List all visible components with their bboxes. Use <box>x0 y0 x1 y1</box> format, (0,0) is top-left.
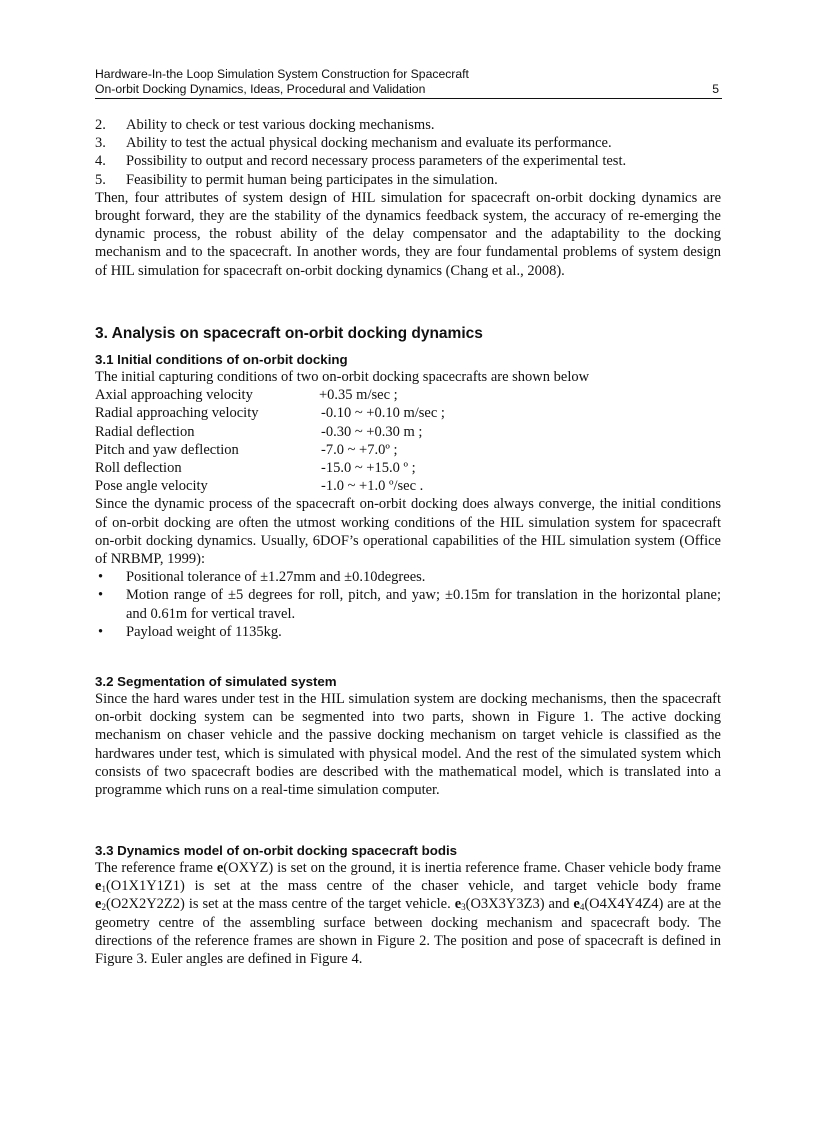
frame-args: (O2X2Y2Z2) <box>105 896 185 913</box>
list-text: Ability to check or test various docking mechanisms. <box>126 117 435 133</box>
section-heading: 3. Analysis on spacecraft on-orbit docking dynamics <box>95 325 483 342</box>
initial-conditions-table <box>95 386 445 495</box>
table-row <box>95 477 445 495</box>
text-run: is set on the ground, it is inertia reference frame. Chaser vehicle body frame <box>273 860 721 876</box>
paragraph-capabilities: Since the dynamic process of the spacecraft on-orbit docking does always converge, the initial conditions of on-orbit docking are often the utmost working conditions of the HIL simulation system for spacecraft on-orbit docking dynamics. Usually, 6DOF’s operational capabilities of the HIL simulation system (Office of NRBMP, 1999): <box>95 496 721 568</box>
list-text: Ability to test the actual physical docking mechanism and evaluate its performance. <box>126 135 612 152</box>
text-run: is set at the mass centre of the target vehicle. <box>184 896 455 913</box>
bullet-icon: • <box>98 569 104 586</box>
list-text: Possibility to output and record necessary process parameters of the experimental test. <box>126 153 627 170</box>
table-row <box>95 423 445 441</box>
paragraph-intro: The initial capturing conditions of two on-orbit docking spacecrafts are shown below <box>95 369 590 385</box>
header-title-line-2: On-orbit Docking Dynamics, Ideas, Procedural and Validation <box>95 81 426 96</box>
subsection-3-2 <box>95 673 721 799</box>
list-text: Motion range of ±5 degrees for roll, pitch, and yaw; ±0.15m for translation in the horizontal plane; and 0.61m for vertical travel. <box>126 587 721 622</box>
condition-value: -0.10 ~ +0.10 m/sec ; <box>321 405 445 422</box>
list-number: 2. <box>95 117 106 133</box>
list-item <box>95 116 721 134</box>
condition-label: Pitch and yaw deflection <box>95 441 239 458</box>
section-3 <box>95 324 721 344</box>
frame-subscript: 2 <box>101 902 106 913</box>
list-item <box>95 586 721 622</box>
frame-args: (OXYZ) <box>223 860 274 876</box>
condition-value: -0.30 ~ +0.30 m ; <box>321 423 423 440</box>
list-item <box>95 623 721 641</box>
paragraph-segmentation: Since the hard wares under test in the HIL simulation system are docking mechanisms, then the spacecraft on-orbit docking system can be segmented into two parts, shown in Figure 1. The active docking mechanism on chaser vehicle and the passive docking mechanism on target vehicle is classified as the hardwares under test, which is simulated with physical model. And the rest of the simulated system which consists of two spacecraft bodies are described with the mathematical model, which is translated into a programme which runs on a real-time simulation computer. <box>95 691 721 799</box>
text-run: The reference frame <box>95 860 217 876</box>
frame-symbol-e2: e <box>95 896 102 913</box>
frame-args: (O4X4Y4Z4) <box>584 896 664 913</box>
list-text: Feasibility to permit human being participates in the simulation. <box>126 171 498 188</box>
condition-value: -1.0 ~ +1.0 º/sec . <box>321 478 424 495</box>
bullet-list <box>95 568 721 641</box>
text-run: are at the geometry centre of the assembling surface between docking mechanism and spacecraft body. The directions of the reference frames are shown in Figure 2. The position and pose of spacecraft is defined in Figure 3. Euler angles are defined in Figure 4. <box>95 896 721 968</box>
condition-label: Roll deflection <box>95 460 182 477</box>
frame-symbol-e1: e <box>95 878 102 895</box>
subsection-heading: 3.2 Segmentation of simulated system <box>95 674 337 689</box>
condition-value: +0.35 m/sec ; <box>319 387 398 404</box>
numbered-list-block <box>95 116 721 280</box>
list-number: 3. <box>95 135 106 152</box>
list-item <box>95 171 721 189</box>
frame-symbol-e3: e <box>454 896 462 913</box>
page-number: 5 <box>712 81 719 96</box>
paragraph-attributes: Then, four attributes of system design of HIL simulation for spacecraft on-orbit docking dynamics are brought forward, they are the stability of the dynamics feedback system, the accuracy of re-emerging the dynamic process, the robust ability of the delay compensator and the adaptability to the docking mechanism and to the spacecraft. In another words, they are four fundamental problems of system design of HIL simulation for spacecraft on-orbit docking dynamics (Chang et al., 2008). <box>95 189 721 279</box>
condition-label: Axial approaching velocity <box>95 387 253 404</box>
list-item <box>95 568 721 586</box>
numbered-list <box>95 116 721 189</box>
header-title-line-1: Hardware-In-the Loop Simulation System Construction for Spacecraft <box>95 67 469 81</box>
subsection-3-1 <box>95 351 721 641</box>
frame-subscript: 4 <box>579 902 585 913</box>
subsection-heading: 3.3 Dynamics model of on-orbit docking spacecraft bodis <box>95 843 458 858</box>
condition-value: -15.0 ~ +15.0 º ; <box>321 460 416 477</box>
running-header <box>95 67 721 96</box>
condition-label: Pose angle velocity <box>95 478 208 495</box>
subsection-3-3 <box>95 842 721 968</box>
frame-subscript: 3 <box>461 902 466 913</box>
table-row <box>95 404 445 422</box>
frame-args: (O3X3Y3Z3) <box>465 896 545 913</box>
paragraph-reference-frames <box>95 859 721 968</box>
bullet-icon: • <box>98 623 104 640</box>
subsection-heading: 3.1 Initial conditions of on-orbit docking <box>95 352 348 367</box>
frame-symbol-e: e <box>216 860 224 876</box>
list-item <box>95 134 721 152</box>
table-row <box>95 459 445 477</box>
condition-label: Radial approaching velocity <box>95 405 259 422</box>
header-rule <box>95 98 722 99</box>
condition-value: -7.0 ~ +7.0º ; <box>321 441 398 458</box>
list-text: Payload weight of 1135kg. <box>126 623 282 640</box>
text-run: is set at the mass centre of the chaser vehicle, and target vehicle body frame <box>184 878 721 895</box>
text-run: and <box>544 896 574 913</box>
condition-label: Radial deflection <box>95 423 195 440</box>
table-row <box>95 386 445 404</box>
bullet-icon: • <box>98 587 104 604</box>
frame-symbol-e4: e <box>573 896 580 913</box>
list-item <box>95 152 721 170</box>
frame-subscript: 1 <box>101 884 106 895</box>
frame-args: (O1X1Y1Z1) <box>105 878 185 895</box>
list-number: 5. <box>95 171 106 188</box>
list-text: Positional tolerance of ±1.27mm and ±0.10degrees. <box>126 569 426 586</box>
table-row <box>95 441 445 459</box>
list-number: 4. <box>95 153 106 170</box>
